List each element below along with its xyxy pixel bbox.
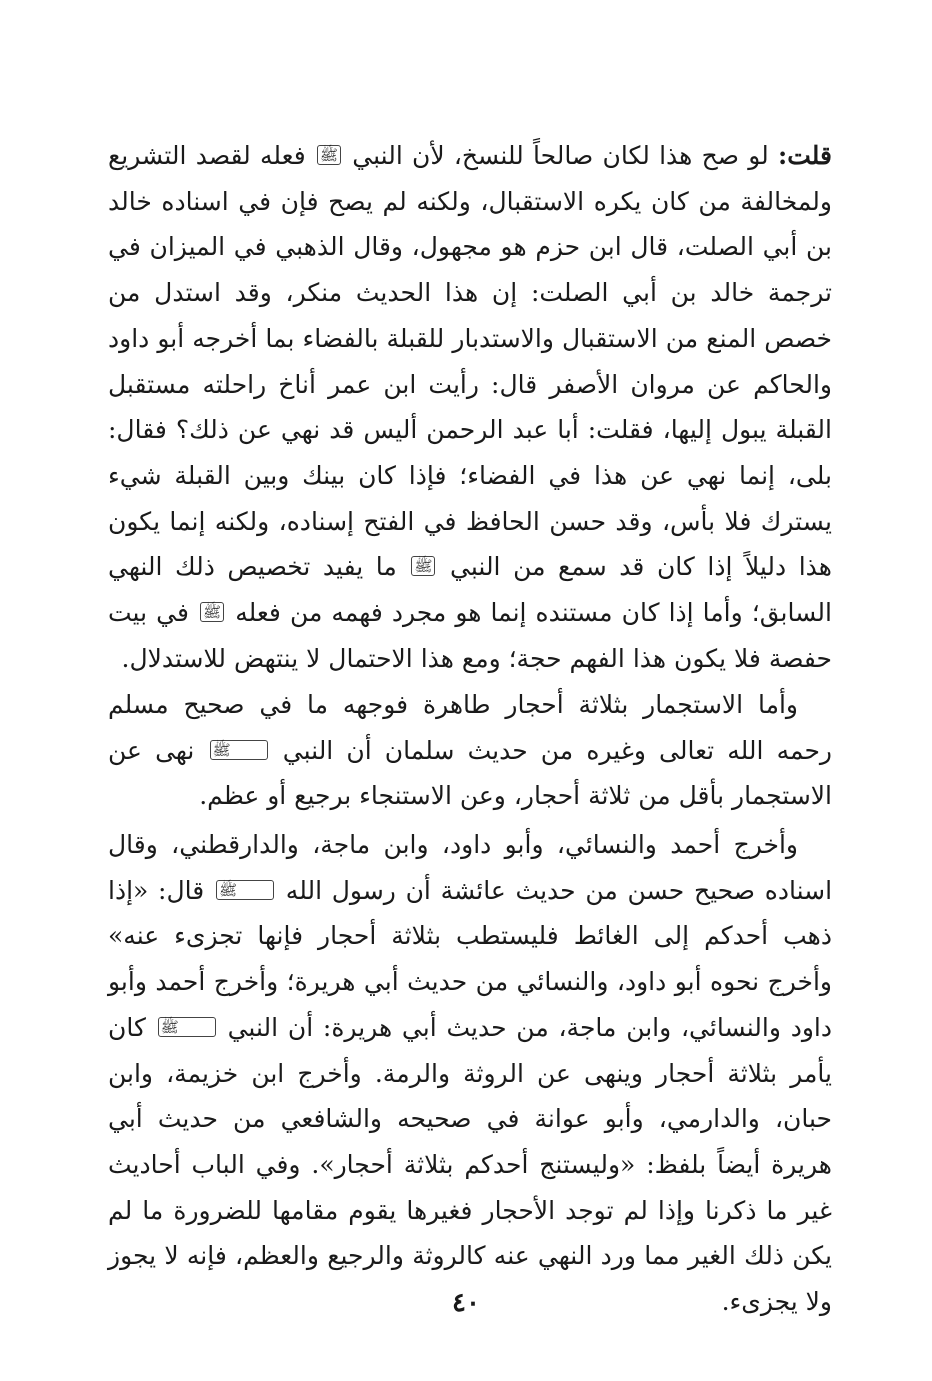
- paragraph-text: كان يأمر بثلاثة أحجار وينهى عن الروثة والرمة. وأخرج ابن خزيمة، وابن حبان، والدارمي، وأبو عوانة في صحيحه والشافعي من حديث أبي هريرة أيضاً بلفظ: «وليستنج أحدكم بثلاثة أحجار». وفي الباب أحاديث غير ما ذكرنا وإذا لم توجد الأحجار فغيرها يقوم مقامها للضرورة ما لم يكن ذلك الغير مما ورد النهي عنه كالروثة والرجيع والعظم، فإنه لا يجوز ولا يجزىء.: [108, 1012, 832, 1317]
- paragraph-text: في بيت حفصة فلا يكون هذا الفهم حجة؛ ومع هذا الاحتمال لا ينتهض للاستدلال.: [108, 598, 832, 673]
- paragraph-2: [108, 682, 832, 819]
- paragraph-text: وأخرج أحمد والنسائي، وأبو داود، وابن ماجة، والدارقطني، وقال اسناده صحيح حسن من حديث عائشة أن رسول الله: [108, 830, 833, 905]
- paragraph-text: نهى عن الاستجمار بأقل من ثلاثة أحجار، وعن الاستنجاء برجيع أو عظم.: [108, 735, 832, 811]
- salutation-glyph: ﷺ: [200, 602, 224, 622]
- salutation-glyph: ﷺ: [210, 740, 268, 760]
- salutation-glyph: ﷺ: [317, 145, 341, 165]
- paragraph-3: [108, 822, 832, 1325]
- paragraph-text: لو صح هذا لكان صالحاً للنسخ، لأن النبي: [352, 141, 769, 170]
- paragraph-text: فعله لقصد التشريع ولمخالفة من كان يكره الاستقبال، ولكنه لم يصح فإن في اسناده خالد بن أبي الصلت، قال ابن حزم هو مجهول، وقال الذهبي في الميزان في ترجمة خالد بن أبي الصلت: إن هذا الحديث منكر، وقد استدل من خصص المنع من الاستقبال والاستدبار للقبلة بالفضاء بما أخرجه أبو داود والحاكم عن مروان الأصفر قال: رأيت ابن عمر أناخ راحلته مستقبل القبلة يبول إليها، فقلت: أبا عبد الرحمن أليس قد نهي عن ذلك؟ فقال: بلى، إنما نهي عن هذا في الفضاء؛ فإذا كان بينك وبين القبلة شيء يسترك فلا بأس، وقد حسن الحافظ في الفتح إسناده، ولكنه إنما يكون هذا دليلاً إذا كان قد سمع من النبي: [108, 141, 832, 582]
- salutation-glyph: ﷺ: [411, 556, 435, 576]
- paragraph-text: ما يفيد تخصيص ذلك النهي السابق؛ وأما إذا كان مستنده إنما هو مجرد فهمه من فعله: [108, 552, 832, 628]
- paragraph-1: [108, 133, 832, 681]
- salutation-glyph: ﷺ: [158, 1017, 216, 1037]
- page-number: ٤٠: [452, 1288, 480, 1318]
- paragraph-lead: قلت:: [777, 141, 832, 170]
- paragraph-text: وأما الاستجمار بثلاثة أحجار طاهرة فوجهه ما في صحيح مسلم رحمه الله تعالى وغيره من حديث سلمان أن النبي: [108, 690, 832, 765]
- salutation-glyph: ﷺ: [216, 880, 274, 900]
- paragraph-text: قال: «إذا ذهب أحدكم إلى الغائط فليستطب بثلاثة أحجار فإنها تجزىء عنه» وأخرج نحوه أبو داود، والنسائي من حديث أبي هريرة؛ وأخرج أحمد وأبو داود والنسائي، وابن ماجة، من حديث أبي هريرة: أن النبي: [108, 875, 832, 1042]
